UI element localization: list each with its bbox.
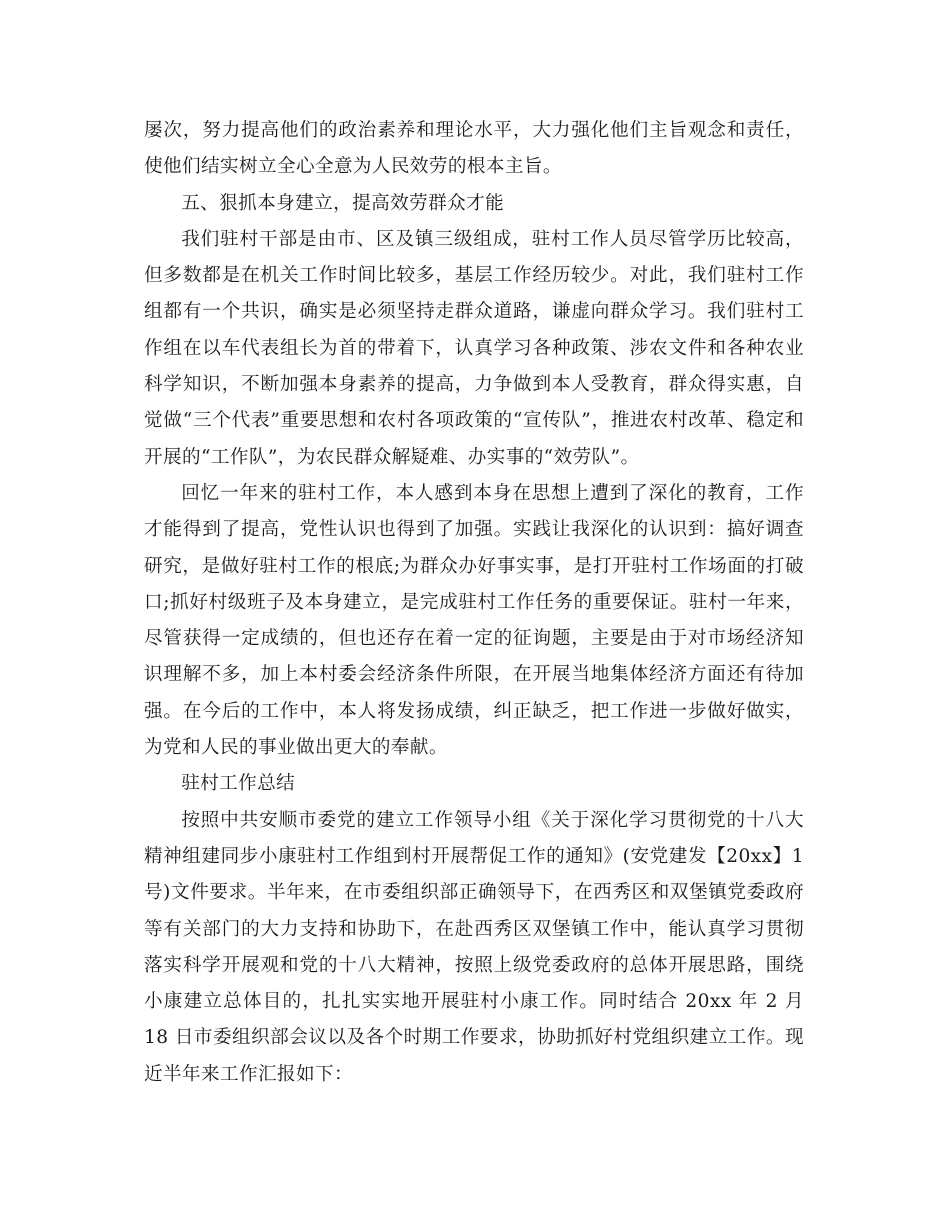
document-body xyxy=(144,113,804,1093)
paragraph-continuation: 屡次，努力提高他们的政治素养和理论水平，大力强化他们主旨观念和责任，使他们结实树立全心全意为人民效劳的根本主旨。 xyxy=(144,120,804,178)
section-title-summary: 驻村工作总结 xyxy=(181,773,296,795)
section-heading-five: 五、狠抓本身建立，提高效劳群众才能 xyxy=(181,192,505,214)
paragraph-work-report: 按照中共安顺市委党的建立工作领导小组《关于深化学习贯彻党的十八大精神组建同步小康驻村工作组到村开展帮促工作的通知》(安党建发【20xx】1 号)文件要求。半年来，在市委组织部正确领导下，在西秀区和双堡镇党委政府等有关部门的大力支持和协助下，在赴西秀区双堡镇工作中，能认真学习贯彻落实科学开展观和党的十八大精神，按照上级党委政府的总体开展思路，围绕小康建立总体目的，扎扎实实地开展驻村小康工作。同时结合 20xx 年 2 月 18 日市委组织部会议以及各个时期工作要求，协助抓好村党组织建立工作。现近半年来工作汇报如下： xyxy=(144,809,804,1085)
paragraph-year-review: 回忆一年来的驻村工作，本人感到本身在思想上遭到了深化的教育，工作才能得到了提高，党性认识也得到了加强。实践让我深化的认识到：搞好调查研究，是做好驻村工作的根底;为群众办好事实事，是打开驻村工作场面的打破口;抓好村级班子及本身建立，是完成驻村工作任务的重要保证。驻村一年来，尽管获得一定成绩的，但也还存在着一定的征询题，主要是由于对市场经济知识理解不多，加上本村委会经济条件所限，在开展当地集体经济方面还有待加强。在今后的工作中，本人将发扬成绩，纠正缺乏，把工作进一步做好做实，为党和人民的事业做出更大的奉献。 xyxy=(144,482,804,759)
paragraph-cadre-study: 我们驻村干部是由市、区及镇三级组成，驻村工作人员尽管学历比较高，但多数都是在机关工作时间比较多，基层工作经历较少。对此，我们驻村工作组都有一个共识，确实是必须坚持走群众道路，谦虚向群众学习。我们驻村工作组在以车代表组长为首的带着下，认真学习各种政策、涉农文件和各种农业科学知识，不断加强本身素养的提高，力争做到本人受教育，群众得实惠，自觉做“三个代表”重要思想和农村各项政策的“宣传队”，推进农村改革、稳定和开展的“工作队”，为农民群众解疑难、办实事的“效劳队”。 xyxy=(144,228,804,468)
